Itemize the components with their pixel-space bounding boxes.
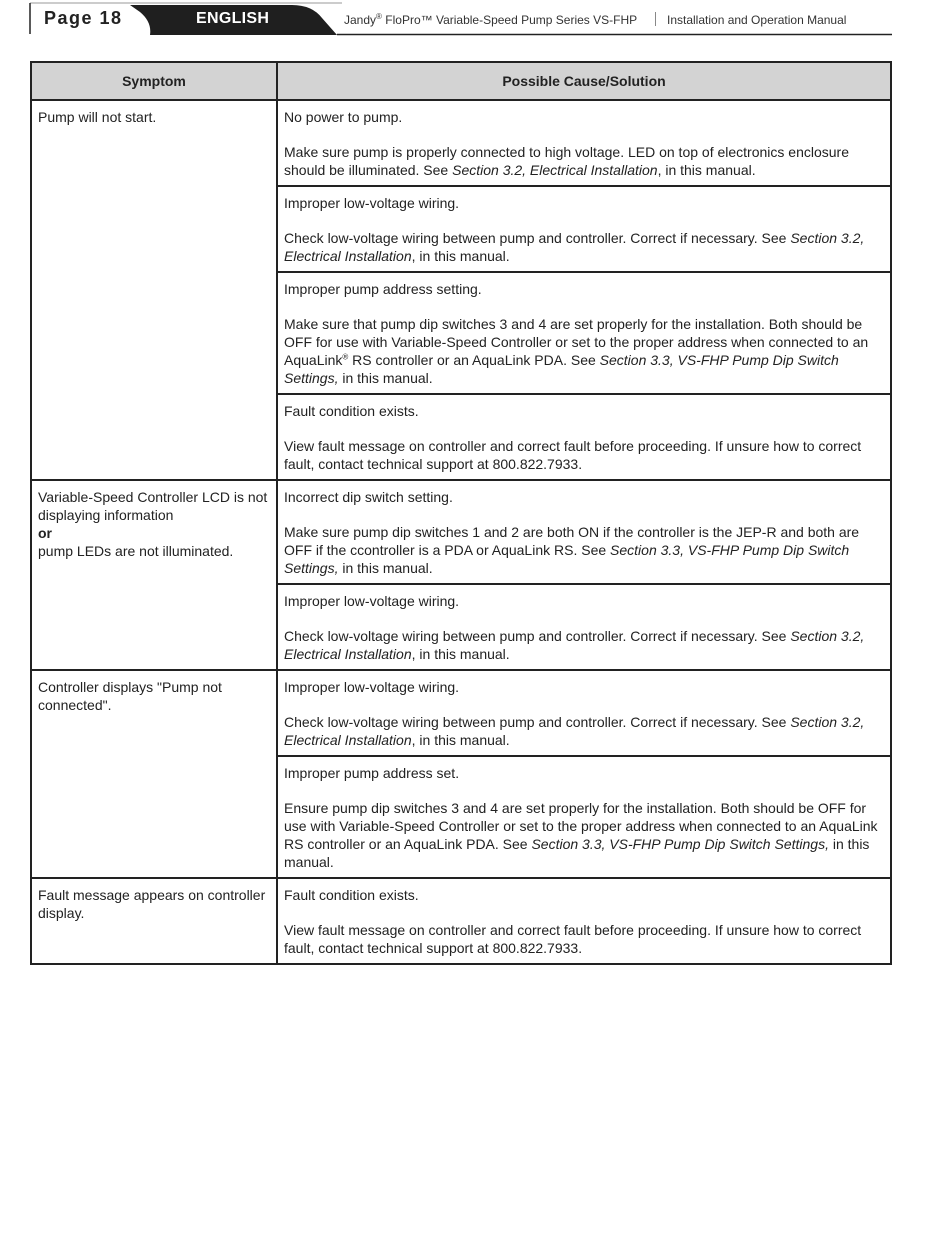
cause-solution-cell xyxy=(277,100,891,186)
symptom-or-connector: or xyxy=(38,525,52,541)
solution-fragment: View fault message on controller and correct fault before proceeding. If unsure how to correct fault, contact technical support at 800.822.7933. xyxy=(284,922,862,956)
symptom-text: pump LEDs are not illuminated. xyxy=(38,543,234,559)
solution-text xyxy=(284,315,884,387)
possible-cause: Improper pump address set. xyxy=(284,765,460,781)
possible-cause: No power to pump. xyxy=(284,109,403,125)
table-row xyxy=(31,480,891,584)
possible-cause: Improper low-voltage wiring. xyxy=(284,679,460,695)
section-reference: Section 3.2, Electrical Installation xyxy=(284,230,865,264)
solution-fragment: Make sure pump dip switches 1 and 2 are both ON if the controller is the JEP-R and both are OFF if the ccontroller is a PDA or AquaLink RS. See xyxy=(284,524,860,558)
section-reference: Section 3.2, Electrical Installation xyxy=(284,628,865,662)
possible-cause: Incorrect dip switch setting. xyxy=(284,489,453,505)
table-row xyxy=(31,100,891,186)
cause-solution-cell xyxy=(277,670,891,756)
symptom-cell xyxy=(31,878,277,964)
solution-text xyxy=(284,921,884,957)
language-label: ENGLISH xyxy=(196,10,270,27)
solution-text xyxy=(284,523,884,577)
section-reference: Section 3.3, VS-FHP Pump Dip Switch Settings, xyxy=(531,836,829,852)
solution-fragment: View fault message on controller and correct fault before proceeding. If unsure how to correct fault, contact technical support at 800.822.7933. xyxy=(284,438,862,472)
solution-fragment: RS controller or an AquaLink PDA. See xyxy=(348,352,600,368)
cause-solution-cell xyxy=(277,756,891,878)
table-row xyxy=(31,670,891,756)
product-title xyxy=(344,13,637,27)
section-reference: Section 3.3, VS-FHP Pump Dip Switch Settings, xyxy=(284,352,839,386)
symptom-cell xyxy=(31,480,277,670)
solution-text xyxy=(284,627,884,663)
solution-fragment: , in this manual. xyxy=(411,248,510,264)
symptom-cell xyxy=(31,670,277,878)
registered-mark: ® xyxy=(342,352,349,362)
solution-fragment: Check low-voltage wiring between pump and controller. Correct if necessary. See xyxy=(284,714,791,730)
solution-fragment: Check low-voltage wiring between pump and controller. Correct if necessary. See xyxy=(284,230,791,246)
possible-cause: Improper low-voltage wiring. xyxy=(284,195,460,211)
symptom-text: Controller displays "Pump not connected". xyxy=(38,679,222,713)
symptom-text: Variable-Speed Controller LCD is not displaying information xyxy=(38,489,268,523)
manual-title: Installation and Operation Manual xyxy=(667,13,847,27)
possible-cause: Fault condition exists. xyxy=(284,403,419,419)
solution-text xyxy=(284,437,884,473)
cause-solution-cell xyxy=(277,584,891,670)
registered-mark: ® xyxy=(376,12,382,21)
page-number: Page 18 xyxy=(44,8,123,28)
solution-fragment: in this manual. xyxy=(284,836,870,870)
section-reference: Section 3.3, VS-FHP Pump Dip Switch Settings, xyxy=(284,542,850,576)
troubleshooting-table xyxy=(30,61,892,965)
page-header xyxy=(0,0,950,40)
cause-solution-cell xyxy=(277,480,891,584)
symptom-text: Pump will not start. xyxy=(38,109,157,125)
product-name: FloPro™ Variable-Speed Pump Series VS-FHP xyxy=(381,13,638,27)
possible-cause: Improper low-voltage wiring. xyxy=(284,593,460,609)
cause-solution-cell xyxy=(277,186,891,272)
brand-name: Jandy xyxy=(344,13,377,27)
solution-text xyxy=(284,713,884,749)
solution-fragment: Ensure pump dip switches 3 and 4 are set properly for the installation. Both should be OFF for use with Variable-Speed Controller or set to the proper address when connected to an AquaLink RS controller or an AquaLink PDA. See xyxy=(284,800,878,852)
column-header-symptom: Symptom xyxy=(31,62,277,100)
symptom-text: Fault message appears on controller display. xyxy=(38,887,266,921)
solution-fragment: in this manual. xyxy=(338,370,433,386)
section-reference: Section 3.2, Electrical Installation xyxy=(452,162,658,178)
section-reference: Section 3.2, Electrical Installation xyxy=(284,714,865,748)
possible-cause: Fault condition exists. xyxy=(284,887,419,903)
solution-fragment: Make sure pump is properly connected to high voltage. LED on top of electronics enclosure should be illuminated. See xyxy=(284,144,849,178)
solution-text xyxy=(284,143,884,179)
cause-solution-cell xyxy=(277,272,891,394)
possible-cause: Improper pump address setting. xyxy=(284,281,482,297)
solution-fragment: , in this manual. xyxy=(411,732,510,748)
solution-fragment: Check low-voltage wiring between pump and controller. Correct if necessary. See xyxy=(284,628,791,644)
column-header-cause-solution: Possible Cause/Solution xyxy=(277,62,891,100)
solution-text xyxy=(284,799,884,871)
solution-fragment: , in this manual. xyxy=(411,646,510,662)
symptom-cell xyxy=(31,100,277,480)
header-separator xyxy=(655,12,656,26)
table-row xyxy=(31,878,891,964)
cause-solution-cell xyxy=(277,878,891,964)
solution-text xyxy=(284,229,884,265)
table-body xyxy=(31,100,891,964)
solution-fragment: in this manual. xyxy=(338,560,433,576)
cause-solution-cell xyxy=(277,394,891,480)
table-header-row xyxy=(31,62,891,100)
solution-fragment: , in this manual. xyxy=(657,162,756,178)
solution-fragment: Make sure that pump dip switches 3 and 4 are set properly for the installation. Both should be OFF for use with Variable-Speed Controller or set to the proper address when connected to an AquaLink xyxy=(284,316,869,368)
